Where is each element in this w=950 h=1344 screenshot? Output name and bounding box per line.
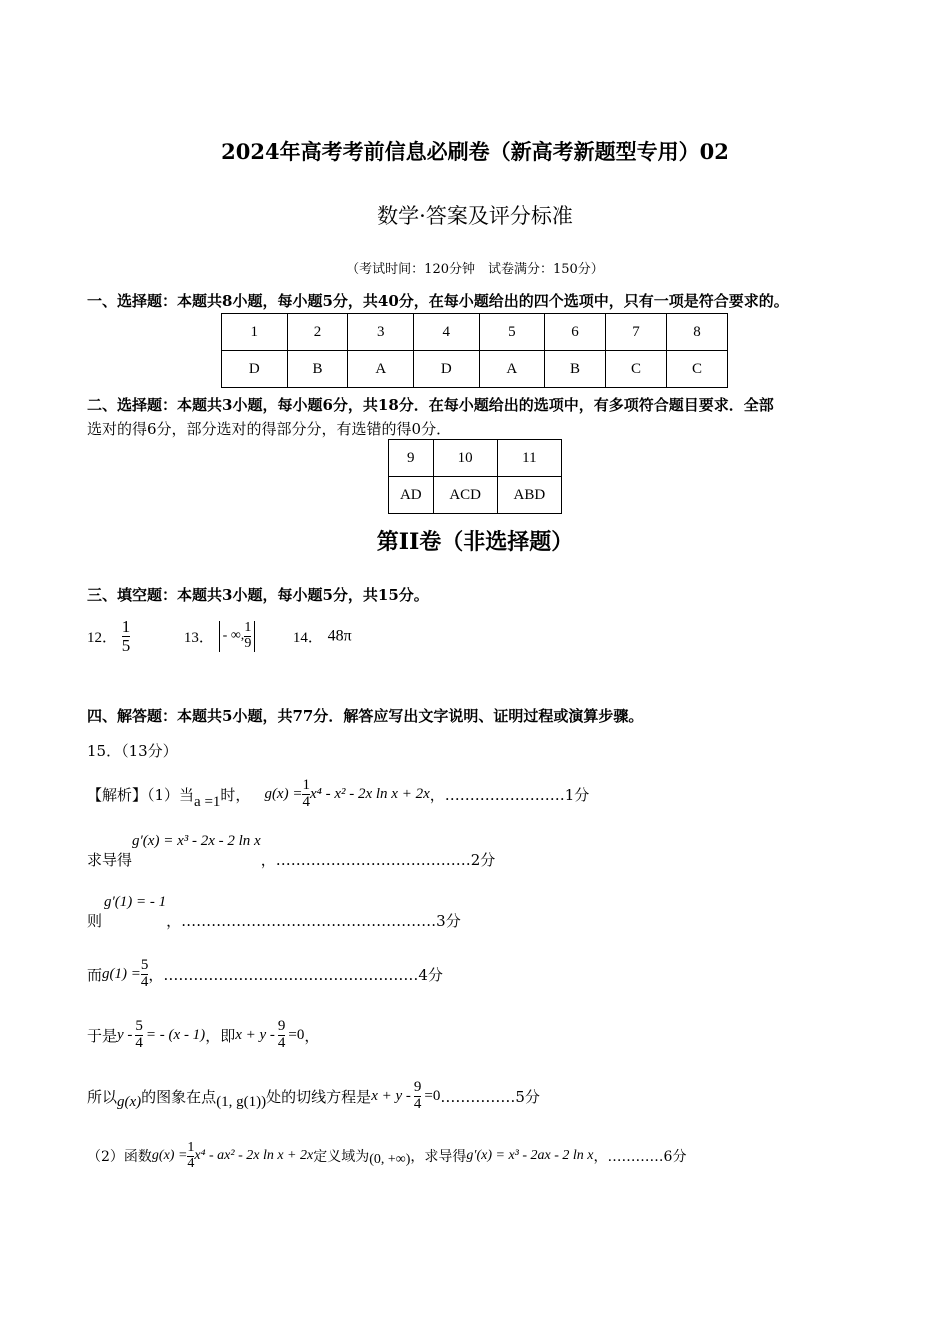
denominator: 4 bbox=[302, 793, 310, 810]
section4-heading: 四、解答题：本题共5小题，共77分．解答应写出文字说明、证明过程或演算步骤。 bbox=[87, 707, 644, 725]
fraction bbox=[278, 1019, 286, 1052]
math-expression: x⁴ - x² - 2x ln x + 2x bbox=[309, 785, 430, 802]
numerator: 9 bbox=[277, 1017, 286, 1034]
q12-numerator: 1 bbox=[121, 617, 131, 636]
table-cell: B bbox=[545, 351, 606, 388]
text: （2）函数 bbox=[87, 1149, 152, 1165]
table-cell: 10 bbox=[433, 440, 497, 477]
q13-label: 13． bbox=[183, 629, 214, 646]
table-cell: 4 bbox=[414, 314, 480, 351]
table-cell: D bbox=[222, 351, 288, 388]
math-expression: g(x) bbox=[117, 1093, 142, 1110]
math-expression: g(x) = bbox=[264, 785, 303, 802]
q13-numerator: 1 bbox=[244, 620, 252, 636]
text: 时， bbox=[220, 785, 251, 804]
table-row bbox=[389, 440, 562, 477]
solution-line-1 bbox=[87, 772, 589, 816]
table-cell: 8 bbox=[666, 314, 727, 351]
score-leader: ……………5分 bbox=[440, 1087, 540, 1106]
table-cell: C bbox=[606, 351, 667, 388]
q14-answer: 48π bbox=[327, 627, 352, 645]
table-row bbox=[389, 477, 562, 514]
score-leader: ，……………………1分 bbox=[429, 785, 590, 804]
fill-blank-answers bbox=[87, 618, 352, 655]
text: ，求导得 bbox=[410, 1149, 467, 1165]
section3-heading: 三、填空题：本题共3小题，每小题5分，共15分。 bbox=[87, 586, 429, 604]
solution-line-6 bbox=[87, 1073, 540, 1119]
numerator: 5 bbox=[135, 1017, 143, 1034]
math-expression: y - bbox=[117, 1026, 133, 1043]
solution-line-7 bbox=[87, 1133, 857, 1179]
section1-heading: 一、选择题：本题共8小题，每小题5分，共40分，在每小题给出的四个选项中，只有一项是符合要求的。 bbox=[87, 292, 789, 310]
text: ，即 bbox=[205, 1026, 236, 1045]
q13-interval-left: - ∞, bbox=[222, 628, 245, 644]
math-expression: g′(x) = x³ - 2ax - 2 ln x bbox=[466, 1148, 594, 1163]
table-row bbox=[222, 314, 728, 351]
table-cell: 9 bbox=[389, 440, 434, 477]
score-leader: ，……………………………………………3分 bbox=[166, 912, 461, 930]
numerator: 1 bbox=[302, 776, 310, 793]
score-leader: ，…………6分 bbox=[593, 1149, 687, 1165]
table-cell: B bbox=[287, 351, 348, 388]
denominator: 4 bbox=[187, 1155, 195, 1171]
text: 定义域为 bbox=[313, 1149, 370, 1165]
table-cell: 11 bbox=[497, 440, 561, 477]
math-expression: g′(1) = - 1 bbox=[104, 894, 167, 910]
math-expression: (0, +∞) bbox=[369, 1152, 411, 1167]
q12-answer bbox=[122, 618, 131, 655]
denominator: 4 bbox=[413, 1095, 422, 1112]
table-cell: 6 bbox=[545, 314, 606, 351]
math-expression: =0 bbox=[424, 1087, 441, 1104]
q12-label: 12． bbox=[87, 629, 118, 646]
math-expression: = - (x - 1) bbox=[145, 1026, 206, 1043]
text: 则 bbox=[87, 912, 103, 930]
denominator: 4 bbox=[140, 973, 149, 990]
table-cell: C bbox=[666, 351, 727, 388]
text: ， bbox=[304, 1026, 320, 1045]
denominator: 4 bbox=[277, 1034, 286, 1051]
q15-label: 15．（13分） bbox=[87, 742, 178, 760]
fraction bbox=[135, 1019, 143, 1052]
text: 所以 bbox=[87, 1087, 118, 1106]
math-expression: x + y - bbox=[371, 1087, 411, 1104]
math-expression: g(x) = bbox=[151, 1148, 188, 1163]
fraction bbox=[302, 778, 310, 811]
q13-fraction bbox=[244, 621, 251, 651]
table-cell: ABD bbox=[497, 477, 561, 514]
table-cell: 7 bbox=[606, 314, 667, 351]
q13-answer bbox=[219, 621, 256, 651]
math-expression: g(1) = bbox=[102, 965, 141, 982]
q13-denominator: 9 bbox=[244, 635, 252, 651]
fraction bbox=[414, 1080, 422, 1113]
fraction bbox=[141, 958, 149, 991]
solution-line-3 bbox=[87, 894, 461, 934]
table-cell: 5 bbox=[479, 314, 545, 351]
q14-label: 14． bbox=[292, 629, 323, 646]
numerator: 5 bbox=[140, 956, 149, 973]
q12-denominator: 5 bbox=[121, 635, 131, 655]
table-cell: D bbox=[414, 351, 480, 388]
table-row bbox=[222, 351, 728, 388]
text: 于是 bbox=[87, 1026, 118, 1045]
numerator: 1 bbox=[187, 1139, 195, 1155]
math-expression: (1, g(1)) bbox=[216, 1093, 267, 1110]
solution-line-4 bbox=[87, 952, 443, 996]
denominator: 4 bbox=[135, 1034, 143, 1051]
text: 【解析】（1）当 bbox=[87, 785, 195, 804]
score-leader: ，…………………………………2分 bbox=[260, 851, 496, 869]
section2-answer-table bbox=[388, 439, 562, 514]
text: 的图象在点 bbox=[141, 1087, 217, 1106]
table-cell: 1 bbox=[222, 314, 288, 351]
text: 求导得 bbox=[87, 851, 133, 869]
numerator: 9 bbox=[413, 1078, 422, 1095]
document-title: 2024年高考考前信息必刷卷（新高考新题型专用）02 bbox=[221, 139, 729, 164]
part2-title: 第II卷（非选择题） bbox=[376, 529, 574, 555]
table-cell: A bbox=[348, 351, 414, 388]
table-cell: A bbox=[479, 351, 545, 388]
text: 而 bbox=[87, 965, 103, 984]
math-expression: a =1 bbox=[194, 793, 221, 810]
score-leader: ，……………………………………………4分 bbox=[148, 965, 443, 984]
math-expression: =0 bbox=[288, 1026, 305, 1043]
table-cell: ACD bbox=[433, 477, 497, 514]
table-cell: 2 bbox=[287, 314, 348, 351]
table-cell: AD bbox=[389, 477, 434, 514]
solution-line-5 bbox=[87, 1013, 319, 1057]
solution-line-2 bbox=[87, 833, 495, 873]
math-expression: g′(x) = x³ - 2x - 2 ln x bbox=[132, 833, 261, 849]
section1-answer-table bbox=[221, 313, 728, 388]
exam-info: （考试时间：120分钟 试卷满分：150分） bbox=[346, 262, 604, 277]
table-cell: 3 bbox=[348, 314, 414, 351]
math-expression: x + y - bbox=[235, 1026, 275, 1043]
section2-heading-line2: 选对的得6分，部分选对的得部分分，有选错的得0分． bbox=[87, 420, 452, 438]
text: 处的切线方程是 bbox=[266, 1087, 372, 1106]
section2-heading-line1: 二、选择题：本题共3小题，每小题6分，共18分．在每小题给出的选项中，有多项符合题目要求．全部 bbox=[87, 396, 774, 414]
document-subtitle: 数学·答案及评分标准 bbox=[377, 204, 573, 228]
math-expression: x⁴ - ax² - 2x ln x + 2x bbox=[194, 1148, 314, 1163]
